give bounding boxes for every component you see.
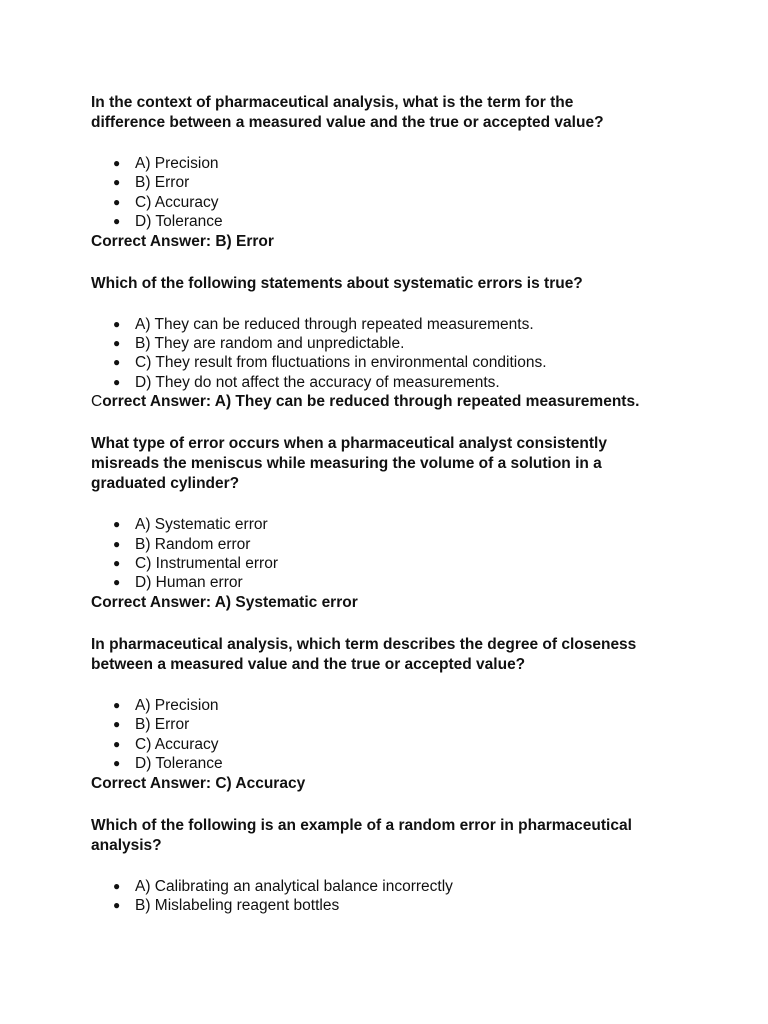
option-item: [91, 735, 731, 754]
options-list: [91, 696, 731, 774]
option-item: [91, 173, 731, 192]
bullet-icon: ●: [113, 556, 121, 571]
option-item: [91, 696, 731, 715]
question-text: In the context of pharmaceutical analysis, what is the term for the difference between a measured value and the true or accepted value?: [91, 94, 604, 131]
option-text: A) They can be reduced through repeated measurements.: [135, 315, 534, 333]
options-list: [91, 877, 731, 916]
correct-answer: [91, 392, 731, 412]
bullet-icon: ●: [113, 697, 121, 712]
option-text: D) Tolerance: [135, 213, 223, 231]
question-text: Which of the following statements about systematic errors is true?: [91, 274, 583, 292]
option-item: [91, 715, 731, 734]
option-text: C) Accuracy: [135, 193, 219, 211]
bullet-icon: ●: [113, 175, 121, 190]
question-text: What type of error occurs when a pharmaceutical analyst consistently misreads the meniscus while measuring the volume of a solution in a graduated cylinder?: [91, 435, 607, 493]
option-item: [91, 154, 731, 173]
correct-answer: [91, 232, 731, 252]
document-page: [91, 93, 731, 915]
bullet-icon: ●: [113, 374, 121, 389]
answer-text: Correct Answer: B) Error: [91, 232, 274, 250]
option-item: [91, 353, 731, 372]
option-text: C) They result from fluctuations in environmental conditions.: [135, 354, 547, 372]
option-text: B) Error: [135, 716, 190, 734]
option-item: [91, 535, 731, 554]
option-item: [91, 373, 731, 392]
answer-text: Correct Answer: A) Systematic error: [91, 593, 358, 611]
question-block-4: [91, 635, 731, 794]
option-text: B) They are random and unpredictable.: [135, 335, 405, 353]
bullet-icon: ●: [113, 336, 121, 351]
answer-text: orrect Answer: A) They can be reduced through repeated measurements.: [102, 393, 640, 411]
question-text: Which of the following is an example of a random error in pharmaceutical analysis?: [91, 816, 632, 854]
bullet-icon: ●: [113, 575, 121, 590]
option-item: [91, 193, 731, 212]
correct-answer: [91, 593, 731, 613]
option-item: [91, 315, 731, 334]
options-list: [91, 515, 731, 593]
bullet-icon: ●: [113, 756, 121, 771]
answer-lead-text: C: [91, 393, 103, 411]
option-text: C) Instrumental error: [135, 555, 278, 573]
question-text: In pharmaceutical analysis, which term describes the degree of closeness between a measured value and the true or accepted value?: [91, 635, 637, 673]
answer-text: Correct Answer: C) Accuracy: [91, 774, 306, 792]
option-text: A) Systematic error: [135, 516, 268, 534]
option-text: B) Error: [135, 174, 190, 192]
option-text: D) Tolerance: [135, 755, 223, 773]
bullet-icon: ●: [113, 736, 121, 751]
option-text: C) Accuracy: [135, 735, 219, 753]
option-item: [91, 515, 731, 534]
bullet-icon: ●: [113, 316, 121, 331]
options-list: [91, 154, 731, 232]
question-block-2: [91, 274, 731, 413]
option-item: [91, 877, 731, 896]
bullet-icon: ●: [113, 897, 121, 912]
bullet-icon: ●: [113, 717, 121, 732]
option-item: [91, 334, 731, 353]
bullet-icon: ●: [113, 536, 121, 551]
option-text: B) Mislabeling reagent bottles: [135, 896, 340, 914]
question-block-1: [91, 93, 731, 252]
option-text: A) Calibrating an analytical balance incorrectly: [135, 877, 453, 895]
bullet-icon: ●: [113, 194, 121, 209]
option-text: D) They do not affect the accuracy of measurements.: [135, 373, 500, 391]
option-item: [91, 212, 731, 231]
option-item: [91, 896, 731, 915]
bullet-icon: ●: [113, 878, 121, 893]
option-item: [91, 754, 731, 773]
option-item: [91, 554, 731, 573]
question-block-3: [91, 434, 731, 613]
option-text: A) Precision: [135, 155, 219, 172]
option-text: B) Random error: [135, 535, 251, 553]
option-item: [91, 573, 731, 592]
option-text: D) Human error: [135, 574, 243, 592]
bullet-icon: ●: [113, 355, 121, 370]
bullet-icon: ●: [113, 517, 121, 532]
bullet-icon: ●: [113, 156, 121, 170]
options-list: [91, 315, 731, 393]
question-block-5: [91, 816, 731, 916]
bullet-icon: ●: [113, 214, 121, 229]
correct-answer: [91, 774, 731, 794]
option-text: A) Precision: [135, 696, 219, 714]
